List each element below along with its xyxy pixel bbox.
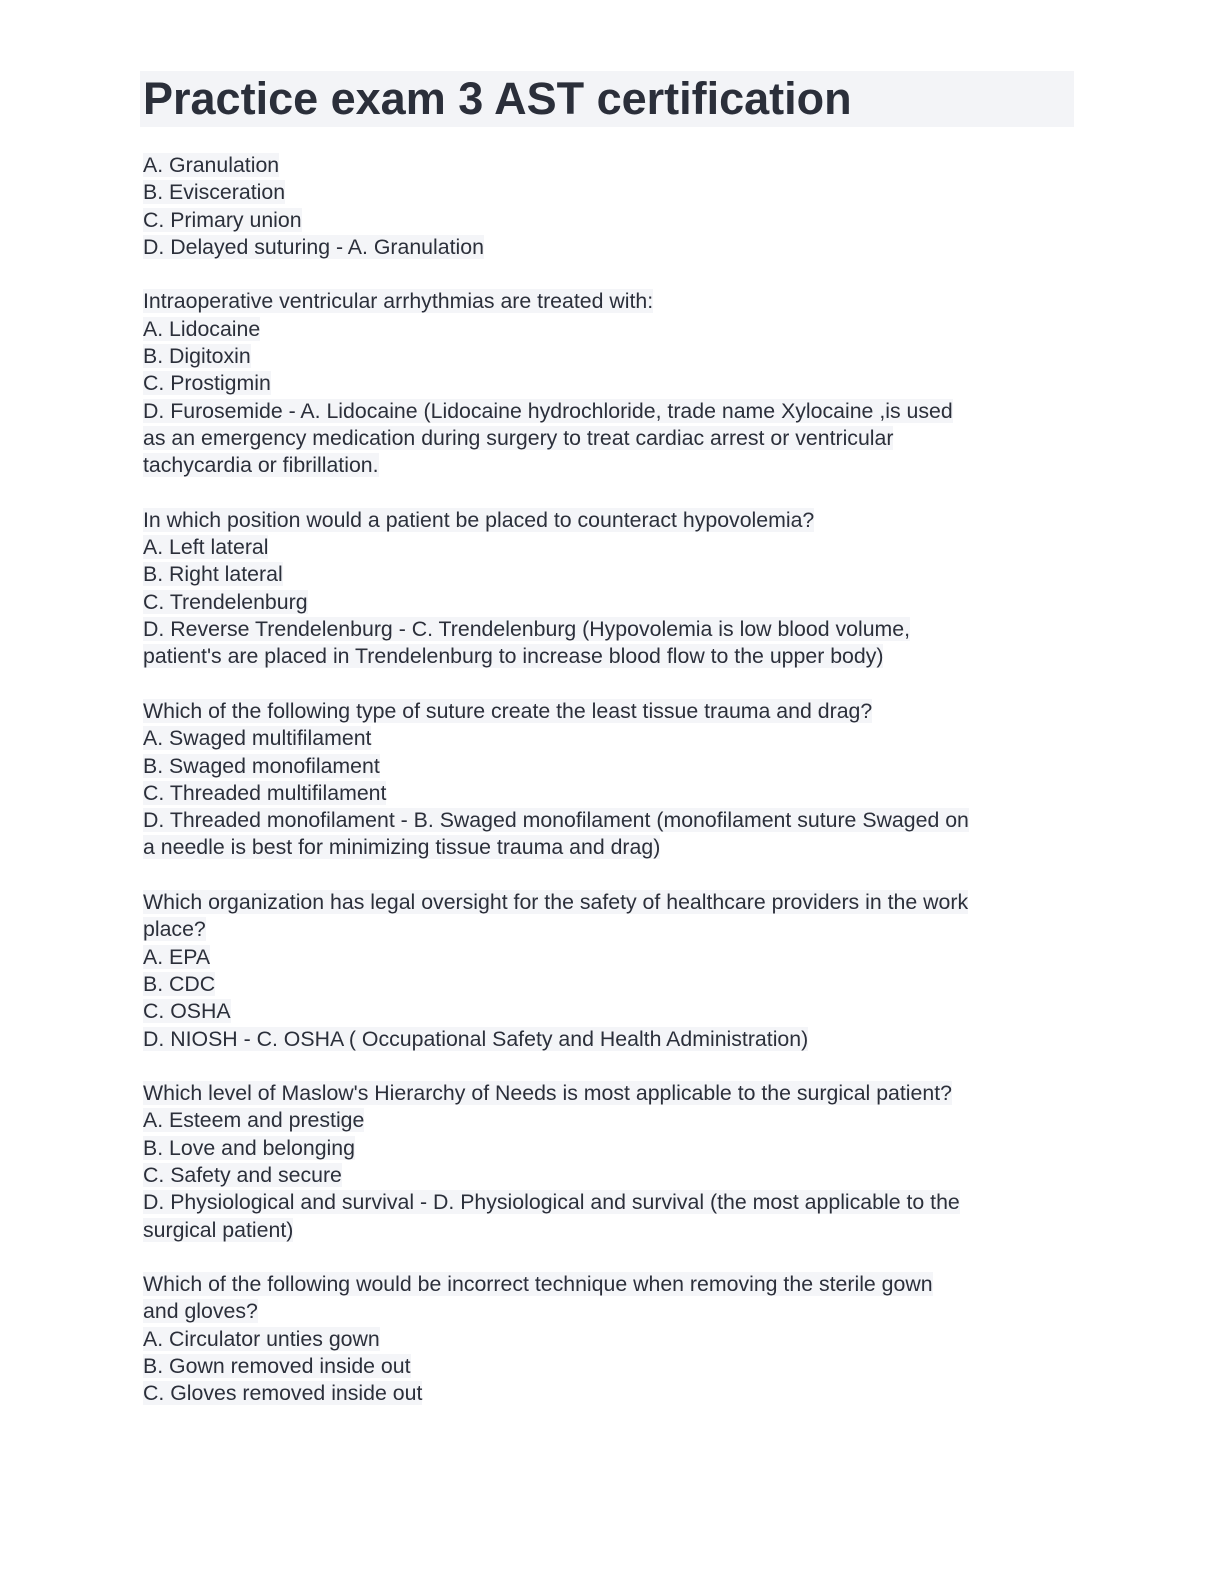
text-line [143, 944, 1083, 971]
question-block [143, 698, 1083, 862]
text-line [143, 1162, 1083, 1189]
document-body [143, 152, 1083, 1435]
text-line [143, 398, 1083, 425]
text-line [143, 370, 1083, 397]
text-line-content: D. Furosemide - A. Lidocaine (Lidocaine hydrochloride, trade name Xylocaine ,is used [143, 398, 953, 423]
text-line-content: A. Swaged multifilament [143, 726, 372, 751]
text-line [143, 698, 1083, 725]
text-line [143, 889, 1083, 916]
text-line-content: C. Gloves removed inside out [143, 1381, 423, 1406]
question-block [143, 288, 1083, 479]
text-line [143, 753, 1083, 780]
text-line [143, 234, 1083, 261]
text-line-content: Which of the following type of suture create the least tissue trauma and drag? [143, 698, 873, 723]
text-line-content: Intraoperative ventricular arrhythmias are treated with: [143, 289, 654, 314]
text-line-content: B. CDC [143, 971, 216, 996]
text-line-content: Which level of Maslow's Hierarchy of Needs is most applicable to the surgical patient? [143, 1081, 952, 1106]
page-title: Practice exam 3 AST certification [140, 71, 1074, 127]
text-line [143, 780, 1083, 807]
text-line [143, 534, 1083, 561]
text-line-content: Which of the following would be incorrect technique when removing the sterile gown [143, 1272, 933, 1297]
text-line [143, 1026, 1083, 1053]
text-line-content: surgical patient) [143, 1217, 294, 1242]
text-line-content: Which organization has legal oversight for the safety of healthcare providers in the work [143, 890, 969, 915]
text-line-content: B. Swaged monofilament [143, 753, 380, 778]
text-line-content: B. Gown removed inside out [143, 1354, 411, 1379]
text-line-content: C. Safety and secure [143, 1162, 342, 1187]
text-line-content: D. NIOSH - C. OSHA ( Occupational Safety and Health Administration) [143, 1026, 809, 1051]
text-line [143, 1353, 1083, 1380]
text-line-content: patient's are placed in Trendelenburg to increase blood flow to the upper body) [143, 644, 884, 669]
text-line [143, 1217, 1083, 1244]
text-line [143, 152, 1083, 179]
text-line [143, 1298, 1083, 1325]
text-line-content: B. Love and belonging [143, 1135, 355, 1160]
text-line-content: and gloves? [143, 1299, 258, 1324]
text-line [143, 916, 1083, 943]
text-line [143, 1107, 1083, 1134]
text-line [143, 834, 1083, 861]
text-line [143, 616, 1083, 643]
text-line [143, 725, 1083, 752]
text-line [143, 452, 1083, 479]
text-line [143, 807, 1083, 834]
question-block [143, 1271, 1083, 1407]
question-block [143, 1080, 1083, 1244]
text-line-content: D. Delayed suturing - A. Granulation [143, 234, 484, 259]
text-line-content: A. Circulator unties gown [143, 1326, 380, 1351]
text-line-content: B. Right lateral [143, 562, 283, 587]
text-line-content: A. Esteem and prestige [143, 1108, 365, 1133]
text-line-content: A. EPA [143, 944, 211, 969]
text-line-content: tachycardia or fibrillation. [143, 453, 379, 478]
text-line [143, 589, 1083, 616]
text-line-content: D. Physiological and survival - D. Physiological and survival (the most applicable to the [143, 1190, 960, 1215]
text-line-content: D. Reverse Trendelenburg - C. Trendelenburg (Hypovolemia is low blood volume, [143, 617, 911, 642]
text-line-content: B. Evisceration [143, 180, 286, 205]
text-line [143, 316, 1083, 343]
question-block [143, 889, 1083, 1053]
text-line-content: C. Threaded multifilament [143, 780, 387, 805]
text-line [143, 1380, 1083, 1407]
answer-options-block [143, 152, 1083, 261]
text-line [143, 643, 1083, 670]
text-line [143, 207, 1083, 234]
text-line [143, 343, 1083, 370]
text-line [143, 425, 1083, 452]
text-line-content: D. Threaded monofilament - B. Swaged monofilament (monofilament suture Swaged on [143, 808, 969, 833]
text-line-content: a needle is best for minimizing tissue trauma and drag) [143, 835, 661, 860]
text-line-content: A. Lidocaine [143, 316, 261, 341]
text-line-content: A. Left lateral [143, 535, 269, 560]
text-line-content: C. Trendelenburg [143, 589, 308, 614]
text-line [143, 1135, 1083, 1162]
text-line-content: B. Digitoxin [143, 344, 251, 369]
text-line [143, 561, 1083, 588]
text-line [143, 1189, 1083, 1216]
text-line-content: C. Prostigmin [143, 371, 271, 396]
text-line [143, 179, 1083, 206]
text-line [143, 288, 1083, 315]
text-line-content: C. OSHA [143, 999, 231, 1024]
text-line [143, 1271, 1083, 1298]
text-line [143, 998, 1083, 1025]
text-line-content: C. Primary union [143, 207, 302, 232]
text-line-content: as an emergency medication during surgery to treat cardiac arrest or ventricular [143, 425, 894, 450]
text-line-content: A. Granulation [143, 153, 280, 177]
text-line [143, 971, 1083, 998]
text-line [143, 507, 1083, 534]
text-line-content: place? [143, 917, 206, 942]
text-line-content: In which position would a patient be placed to counteract hypovolemia? [143, 507, 815, 532]
question-block [143, 507, 1083, 671]
text-line [143, 1326, 1083, 1353]
text-line [143, 1080, 1083, 1107]
